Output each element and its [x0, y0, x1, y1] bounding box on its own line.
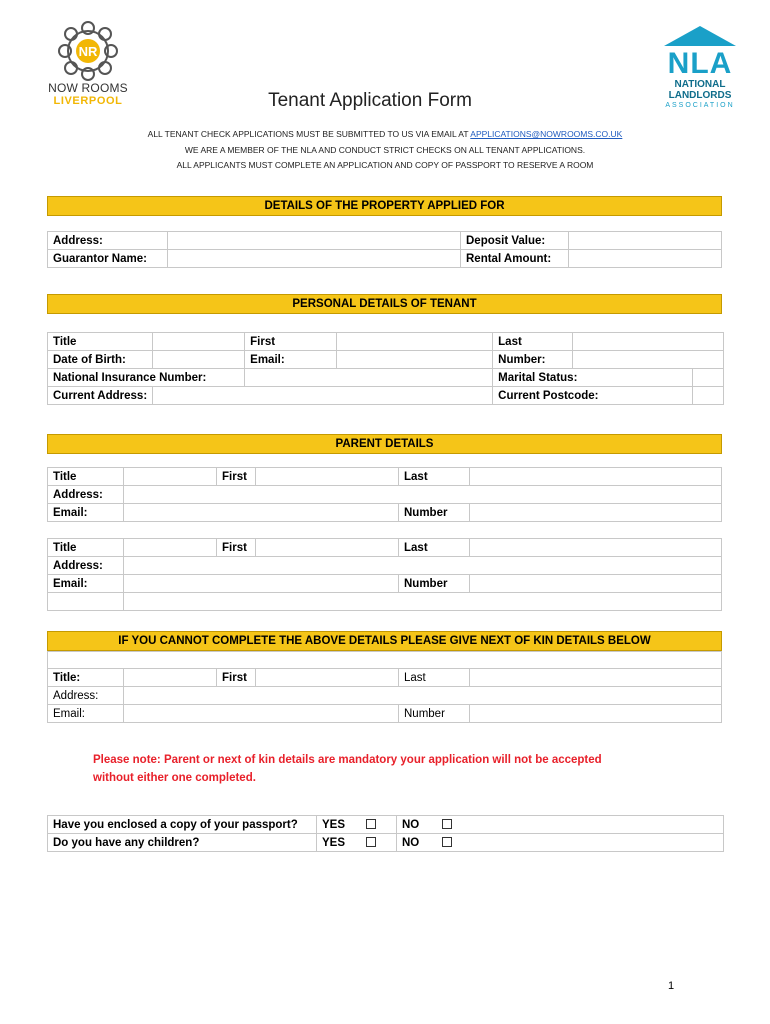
note-line-1: Please note: Parent or next of kin details are mandatory your application will not be accepted — [93, 754, 602, 766]
children-question: Do you have any children? — [48, 834, 317, 852]
nla-association: ASSOCIATION — [665, 102, 735, 109]
section-header-next-of-kin: IF YOU CANNOT COMPLETE THE ABOVE DETAILS PLEASE GIVE NEXT OF KIN DETAILS BELOW — [47, 631, 722, 651]
parent2-address-label: Address: — [48, 557, 124, 575]
parent1-number-label: Number — [399, 504, 470, 522]
marital-label: Marital Status: — [493, 369, 693, 387]
kin-first-field[interactable] — [256, 669, 399, 687]
parent1-title-field[interactable] — [124, 468, 217, 486]
house-roof-icon — [660, 24, 740, 48]
kin-title-label: Title: — [48, 669, 124, 687]
parent1-number-field[interactable] — [470, 504, 722, 522]
parent2-number-field[interactable] — [470, 575, 722, 593]
passport-yes-checkbox[interactable] — [366, 819, 376, 829]
parent2-title-label: Title — [48, 539, 124, 557]
marital-field[interactable] — [692, 369, 723, 387]
tenant-email-label: Email: — [245, 351, 337, 369]
parent1-email-field[interactable] — [124, 504, 399, 522]
children-yes-checkbox[interactable] — [366, 837, 376, 847]
rental-field[interactable] — [569, 250, 722, 268]
tenant-title-field[interactable] — [153, 333, 245, 351]
parent1-address-field[interactable] — [124, 486, 722, 504]
guarantor-field[interactable] — [168, 250, 461, 268]
tenant-number-field[interactable] — [573, 351, 724, 369]
kin-last-field[interactable] — [470, 669, 722, 687]
ni-label: National Insurance Number: — [48, 369, 245, 387]
tenant-last-label: Last — [493, 333, 573, 351]
mandatory-note — [93, 751, 693, 787]
parent2-extra-label — [48, 593, 124, 611]
guarantor-label: Guarantor Name: — [48, 250, 168, 268]
tenant-last-field[interactable] — [573, 333, 724, 351]
parent1-address-label: Address: — [48, 486, 124, 504]
property-table — [47, 231, 722, 268]
rental-label: Rental Amount: — [461, 250, 569, 268]
passport-no-label: NO — [397, 816, 437, 834]
section-header-property: DETAILS OF THE PROPERTY APPLIED FOR — [47, 196, 722, 216]
current-address-field[interactable] — [153, 387, 493, 405]
tenant-email-field[interactable] — [337, 351, 493, 369]
kin-email-field[interactable] — [124, 705, 399, 723]
kin-number-field[interactable] — [470, 705, 722, 723]
parent1-email-label: Email: — [48, 504, 124, 522]
logo-text-liverpool: LIVERPOOL — [53, 95, 123, 107]
kin-title-field[interactable] — [124, 669, 217, 687]
tenant-title-label: Title — [48, 333, 153, 351]
kin-spacer-row — [48, 652, 722, 669]
tenant-first-label: First — [245, 333, 337, 351]
logo-text-now-rooms: NOW ROOMS — [48, 81, 128, 95]
children-no-checkbox[interactable] — [442, 837, 452, 847]
tenant-table — [47, 332, 724, 405]
email-link[interactable]: APPLICATIONS@NOWROOMS.CO.UK — [470, 129, 623, 139]
tenant-number-label: Number: — [493, 351, 573, 369]
kin-table — [47, 651, 722, 723]
parent2-last-label: Last — [399, 539, 470, 557]
passport-yes-label: YES — [317, 816, 361, 834]
now-rooms-emblem-icon — [53, 18, 123, 84]
parent2-first-field[interactable] — [256, 539, 399, 557]
intro-line-1: ALL TENANT CHECK APPLICATIONS MUST BE SUBMITTED TO US VIA EMAIL AT — [147, 129, 471, 139]
nla-national: NATIONAL — [674, 79, 726, 90]
section-header-parent: PARENT DETAILS — [47, 434, 722, 454]
deposit-label: Deposit Value: — [461, 232, 569, 250]
parent1-title-label: Title — [48, 468, 124, 486]
kin-email-label: Email: — [48, 705, 124, 723]
page-title: Tenant Application Form — [268, 90, 472, 111]
parent2-email-label: Email: — [48, 575, 124, 593]
parent-table-1 — [47, 467, 722, 522]
ni-field[interactable] — [245, 369, 493, 387]
kin-last-label: Last — [399, 669, 470, 687]
children-yes-label: YES — [317, 834, 361, 852]
parent2-number-label: Number — [399, 575, 470, 593]
note-line-2: without either one completed. — [93, 772, 256, 784]
deposit-field[interactable] — [569, 232, 722, 250]
postcode-field[interactable] — [692, 387, 723, 405]
kin-address-field[interactable] — [124, 687, 722, 705]
dob-label: Date of Birth: — [48, 351, 153, 369]
parent2-first-label: First — [217, 539, 256, 557]
postcode-label: Current Postcode: — [493, 387, 693, 405]
dob-field[interactable] — [153, 351, 245, 369]
parent2-address-field[interactable] — [124, 557, 722, 575]
parent2-title-field[interactable] — [124, 539, 217, 557]
address-field[interactable] — [168, 232, 461, 250]
parent-table-2 — [47, 538, 722, 611]
parent1-first-field[interactable] — [256, 468, 399, 486]
address-label: Address: — [48, 232, 168, 250]
parent1-last-label: Last — [399, 468, 470, 486]
nla-landlords: LANDLORDS — [668, 90, 732, 101]
svg-text:NR: NR — [78, 44, 98, 59]
kin-address-label: Address: — [48, 687, 124, 705]
parent1-last-field[interactable] — [470, 468, 722, 486]
kin-number-label: Number — [399, 705, 470, 723]
intro-line-3: ALL APPLICANTS MUST COMPLETE AN APPLICATION AND COPY OF PASSPORT TO RESERVE A ROOM — [176, 160, 594, 170]
intro-text — [0, 127, 770, 174]
parent2-extra-field[interactable] — [124, 593, 722, 611]
current-address-label: Current Address: — [48, 387, 153, 405]
parent2-last-field[interactable] — [470, 539, 722, 557]
section-header-tenant: PERSONAL DETAILS OF TENANT — [47, 294, 722, 314]
tenant-first-field[interactable] — [337, 333, 493, 351]
children-no-label: NO — [397, 834, 437, 852]
intro-line-2: WE ARE A MEMBER OF THE NLA AND CONDUCT STRICT CHECKS ON ALL TENANT APPLICATIONS. — [184, 144, 586, 155]
page-number: 1 — [668, 980, 675, 992]
passport-question: Have you enclosed a copy of your passport? — [48, 816, 317, 834]
nla-logo-text: NLA — [667, 47, 733, 80]
parent1-first-label: First — [217, 468, 256, 486]
kin-first-label: First — [217, 669, 256, 687]
parent2-email-field[interactable] — [124, 575, 399, 593]
passport-no-checkbox[interactable] — [442, 819, 452, 829]
questions-table — [47, 815, 724, 852]
